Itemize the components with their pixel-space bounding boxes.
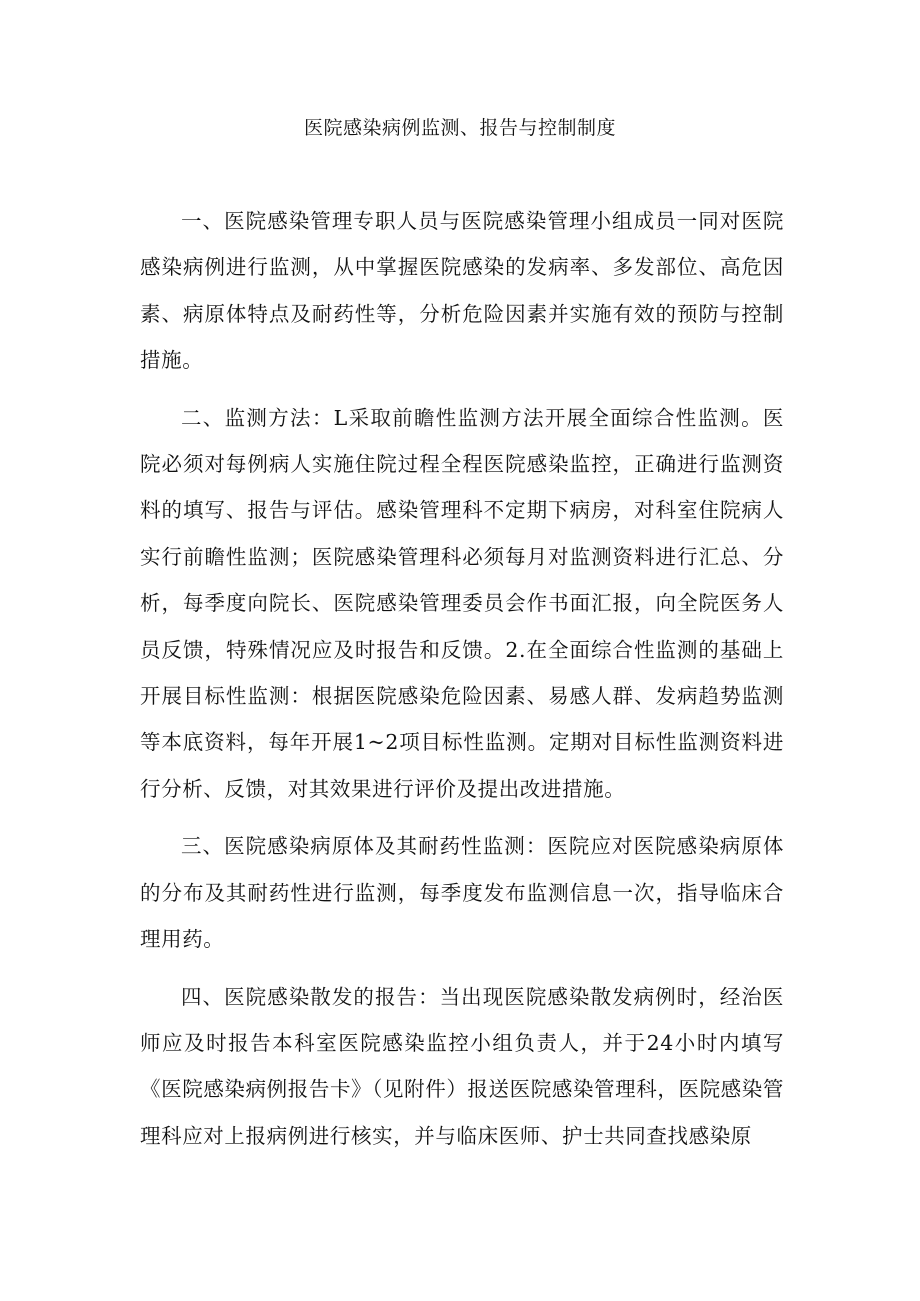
document-title: 医院感染病例监测、报告与控制制度	[303, 117, 616, 139]
paragraph-3: 三、医院感染病原体及其耐药性监测：医院应对医院感染病原体的分布及其耐药性进行监测，每季度发布监测信息一次，指导临床合理用药。	[140, 834, 784, 952]
paragraph-2: 二、监测方法：L采取前瞻性监测方法开展全面综合性监测。医院必须对每例病人实施住院过程全程医院感染监控，正确进行监测资料的填写、报告与评估。感染管理科不定期下病房，对科室住院病人实行前瞻性监测；医院感染管理科必须每月对监测资料进行汇总、分析，每季度向院长、医院感染管理委员会作书面汇报，向全院医务人员反馈，特殊情况应及时报告和反馈。2.在全面综合性监测的基础上开展目标性监测：根据医院感染危险因素、易感人群、发病趋势监测等本底资料，每年开展1~2项目标性监测。定期对目标性监测资料进行分析、反馈，对其效果进行评价及提出改进措施。	[140, 405, 784, 801]
document-body	[140, 198, 784, 1170]
paragraph-1: 一、医院感染管理专职人员与医院感染管理小组成员一同对医院感染病例进行监测，从中掌握医院感染的发病率、多发部位、高危因素、病原体特点及耐药性等，分析危险因素并实施有效的预防与控制措施。	[140, 209, 784, 373]
paragraph-4: 四、医院感染散发的报告：当出现医院感染散发病例时，经治医师应及时报告本科室医院感染监控小组负责人，并于24小时内填写《医院感染病例报告卡》（见附件）报送医院感染管理科，医院感染管理科应对上报病例进行核实，并与临床医师、护士共同查找感染原	[140, 984, 784, 1148]
